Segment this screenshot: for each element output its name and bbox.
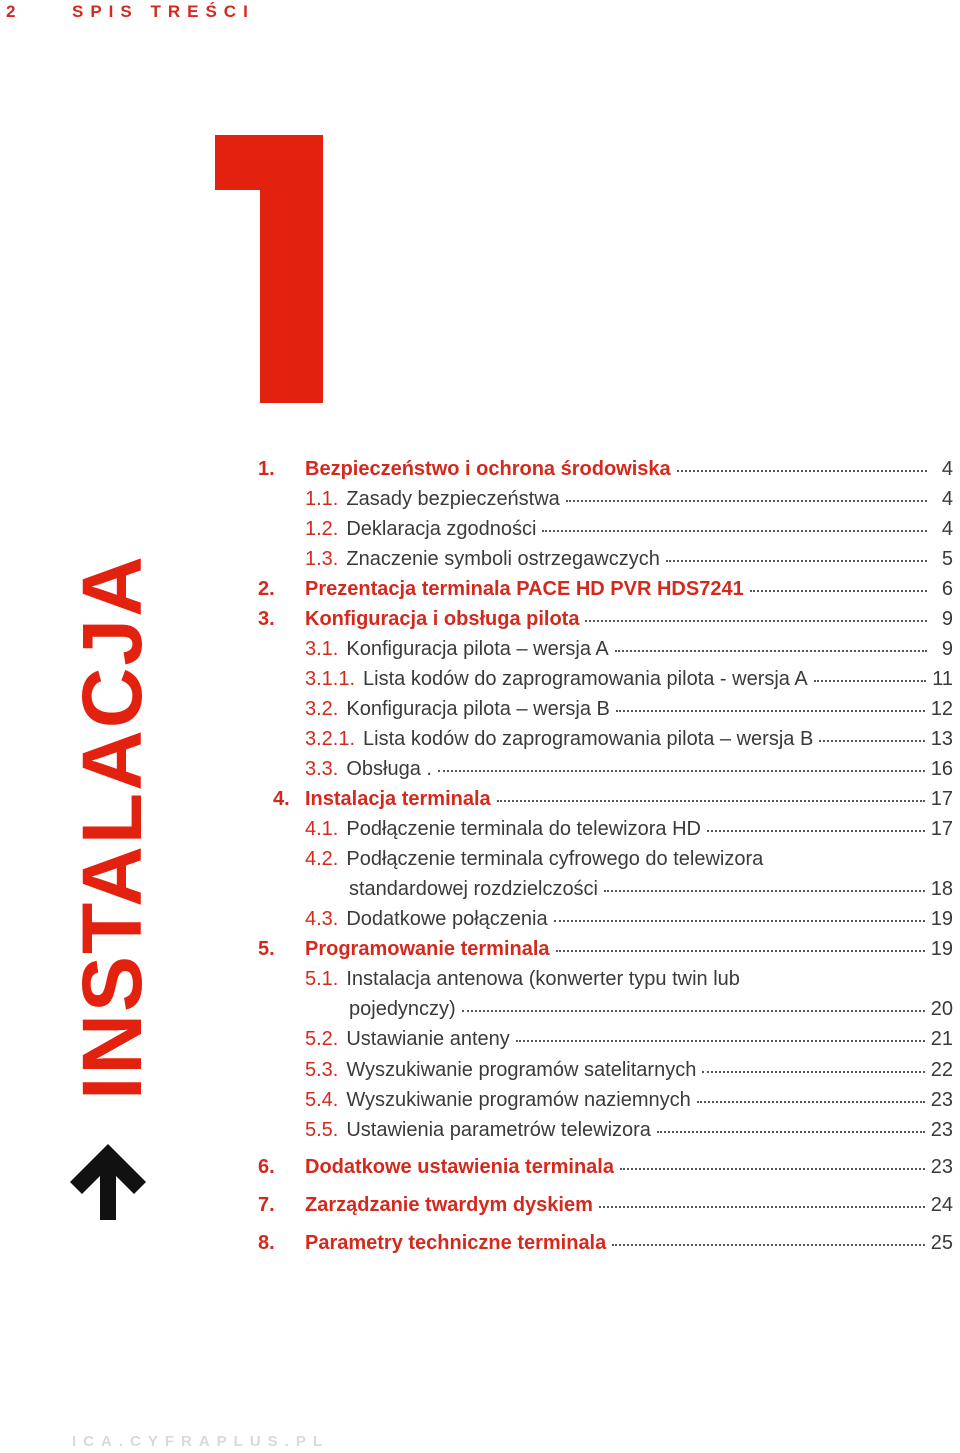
toc-entry[interactable] <box>258 938 953 968</box>
arrow-up-icon <box>68 1142 148 1222</box>
toc-entry-title: Wyszukiwanie programów naziemnych <box>346 1089 691 1111</box>
toc-entry[interactable] <box>258 1194 953 1224</box>
toc-page-number: 13 <box>930 728 953 750</box>
toc-page-number: 18 <box>930 878 953 900</box>
toc-entry[interactable] <box>258 608 953 638</box>
toc-leader-dots <box>616 709 925 712</box>
toc-entry-number: 3. <box>258 608 275 630</box>
toc-entry[interactable] <box>258 1232 953 1262</box>
toc-entry-title: Dodatkowe ustawienia terminala <box>305 1156 614 1178</box>
toc-entry-title: Znaczenie symboli ostrzegawczych <box>346 548 660 570</box>
toc-entry[interactable] <box>305 668 953 698</box>
toc-entry-number: 5.1. <box>305 968 339 990</box>
toc-page-number: 23 <box>930 1089 953 1111</box>
toc-entry-title: Parametry techniczne terminala <box>305 1232 607 1254</box>
toc-page-number: 23 <box>930 1156 953 1178</box>
toc-entry-number: 4.3. <box>305 908 339 930</box>
toc-entry[interactable] <box>258 578 953 608</box>
toc-entry-number: 6. <box>258 1156 275 1178</box>
toc-page-number: 11 <box>932 668 953 690</box>
toc-entry-title: Lista kodów do zaprogramowania pilota – wersja B <box>363 728 814 750</box>
toc-entry[interactable] <box>305 968 953 998</box>
toc-page-number: 17 <box>930 788 953 810</box>
toc-entry[interactable] <box>349 998 953 1028</box>
toc-page-number: 4 <box>941 488 953 510</box>
toc-page-number: 19 <box>930 938 953 960</box>
toc-entry-title: Lista kodów do zaprogramowania pilota - wersja A <box>363 668 808 690</box>
chapter-title: INSTALACJA <box>65 554 159 1100</box>
toc-leader-dots <box>462 1009 925 1012</box>
toc-entry-title: Instalacja antenowa (konwerter typu twin lub <box>346 968 740 990</box>
toc-entry-number: 1.1. <box>305 488 339 510</box>
toc-entry-number: 8. <box>258 1232 275 1254</box>
toc-entry-title: Deklaracja zgodności <box>346 518 537 540</box>
toc-page-number: 24 <box>930 1194 953 1216</box>
toc-entry-number: 2. <box>258 578 275 600</box>
toc-page-number: 22 <box>930 1059 953 1081</box>
toc-leader-dots <box>677 469 927 472</box>
toc-leader-dots <box>697 1100 925 1103</box>
footer-url: ICA.CYFRAPLUS.PL <box>72 1433 330 1450</box>
toc-entry-number: 4.2. <box>305 848 339 870</box>
toc-entry-title: standardowej rozdzielczości <box>349 878 599 900</box>
toc-leader-dots <box>497 799 925 802</box>
toc-page-number: 4 <box>941 458 953 480</box>
toc-entry-number: 1. <box>258 458 275 480</box>
toc-page-number: 4 <box>941 518 953 540</box>
toc-entry[interactable] <box>305 488 953 518</box>
toc-entry-number: 1.3. <box>305 548 339 570</box>
toc-entry-number: 5.5. <box>305 1119 339 1141</box>
toc-entry-number: 4. <box>273 788 290 810</box>
toc-entry-title: Prezentacja terminala PACE HD PVR HDS7241 <box>305 578 744 600</box>
toc-entry-number: 5.2. <box>305 1028 339 1050</box>
toc-entry-title: Konfiguracja i obsługa pilota <box>305 608 580 630</box>
toc-entry-number: 5.4. <box>305 1089 339 1111</box>
toc-leader-dots <box>819 739 924 742</box>
toc-entry-number: 3.3. <box>305 758 339 780</box>
toc-entry[interactable] <box>305 518 953 548</box>
toc-page-number: 19 <box>930 908 953 930</box>
toc-leader-dots <box>750 589 927 592</box>
toc-entry-title: Ustawienia parametrów telewizora <box>346 1119 651 1141</box>
toc-entry-title: Konfiguracja pilota – wersja A <box>346 638 609 660</box>
toc-entry-title: Ustawianie anteny <box>346 1028 510 1050</box>
toc-entry[interactable] <box>305 758 953 788</box>
toc-entry-number: 3.2.1. <box>305 728 356 750</box>
toc-entry-number: 3.1.1. <box>305 668 356 690</box>
toc-entry-title: Obsługa . <box>346 758 432 780</box>
toc-entry-title: Zasady bezpieczeństwa <box>346 488 560 510</box>
toc-entry-number: 3.2. <box>305 698 339 720</box>
toc-entry-title: Programowanie terminala <box>305 938 550 960</box>
toc-leader-dots <box>438 769 925 772</box>
toc-entry-title: Wyszukiwanie programów satelitarnych <box>346 1059 697 1081</box>
toc-leader-dots <box>814 679 927 682</box>
toc-page-number: 21 <box>930 1028 953 1050</box>
toc-entry-number: 5. <box>258 938 275 960</box>
toc-page-number: 16 <box>930 758 953 780</box>
toc-leader-dots <box>556 949 925 952</box>
toc-entry[interactable] <box>305 1059 953 1089</box>
toc-leader-dots <box>566 499 927 502</box>
toc-entry[interactable] <box>305 728 953 758</box>
toc-page-number: 23 <box>930 1119 953 1141</box>
toc-page-number: 5 <box>941 548 953 570</box>
toc-leader-dots <box>615 649 927 652</box>
toc-entry-number: 5.3. <box>305 1059 339 1081</box>
toc-leader-dots <box>516 1039 925 1042</box>
page-number: 2 <box>6 2 16 21</box>
toc-leader-dots <box>585 619 927 622</box>
toc-leader-dots <box>612 1243 925 1246</box>
toc-page-number: 9 <box>941 638 953 660</box>
toc-leader-dots <box>620 1167 925 1170</box>
toc-entry-number: 1.2. <box>305 518 339 540</box>
toc-entry[interactable] <box>258 458 953 488</box>
toc-page-number: 9 <box>941 608 953 630</box>
toc-entry[interactable] <box>273 788 953 818</box>
toc-page-number: 20 <box>930 998 953 1020</box>
toc-entry[interactable] <box>305 1119 953 1149</box>
toc-entry[interactable] <box>305 1089 953 1119</box>
toc-entry-number: 3.1. <box>305 638 339 660</box>
toc-entry-title: Konfiguracja pilota – wersja B <box>346 698 610 720</box>
toc-page-number: 12 <box>930 698 953 720</box>
toc-leader-dots <box>666 559 927 562</box>
toc-entry-title: Podłączenie terminala do telewizora HD <box>346 818 701 840</box>
chapter-number <box>215 135 323 403</box>
toc-leader-dots <box>542 529 927 532</box>
toc-leader-dots <box>657 1130 925 1133</box>
toc-entry-title: Dodatkowe połączenia <box>346 908 548 930</box>
toc-leader-dots <box>702 1070 924 1073</box>
toc-entry[interactable] <box>349 878 953 908</box>
toc-leader-dots <box>604 889 925 892</box>
toc-entry[interactable] <box>258 1156 953 1186</box>
toc-entry[interactable] <box>305 638 953 668</box>
toc-entry-title: Instalacja terminala <box>305 788 491 810</box>
toc-leader-dots <box>554 919 925 922</box>
toc-entry[interactable] <box>305 908 953 938</box>
toc-entry-title: Podłączenie terminala cyfrowego do telewizora <box>346 848 764 870</box>
toc-entry-number: 7. <box>258 1194 275 1216</box>
toc-entry-title: pojedynczy) <box>349 998 456 1020</box>
toc-leader-dots <box>707 829 925 832</box>
toc-entry-title: Zarządzanie twardym dyskiem <box>305 1194 593 1216</box>
toc-entry[interactable] <box>305 548 953 578</box>
toc-entry[interactable] <box>305 848 953 878</box>
toc-entry[interactable] <box>305 818 953 848</box>
toc-entry[interactable] <box>305 698 953 728</box>
toc-entry-number: 4.1. <box>305 818 339 840</box>
header-title: SPIS TREŚCI <box>72 2 255 21</box>
toc-entry[interactable] <box>305 1028 953 1058</box>
toc-page-number: 6 <box>941 578 953 600</box>
toc-page-number: 25 <box>930 1232 953 1254</box>
toc-leader-dots <box>599 1205 925 1208</box>
toc-page-number: 17 <box>930 818 953 840</box>
toc-entry-title: Bezpieczeństwo i ochrona środowiska <box>305 458 671 480</box>
